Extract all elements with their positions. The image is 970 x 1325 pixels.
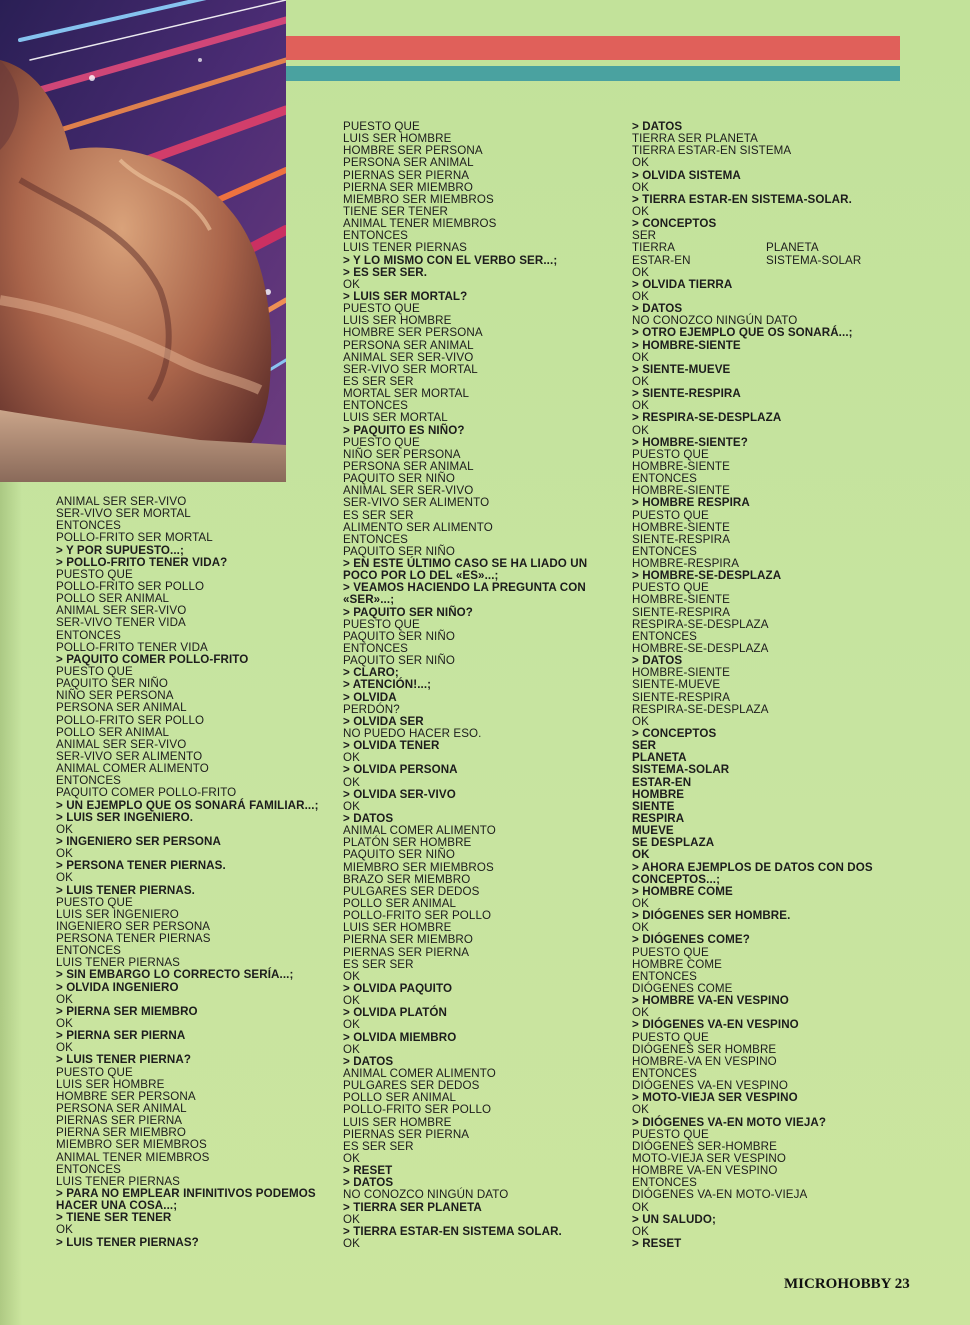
text-line: ALIMENTO SER ALIMENTO [343,520,493,534]
text-line: LUIS SER HOMBRE [343,921,452,935]
text-line: > HOMBRE-SIENTE? [632,435,748,449]
text-line: > HOMBRE-SIENTE [632,338,741,352]
text-line: POLLO SER ANIMAL [56,592,170,606]
text-line: LUIS TENER PIERNAS [343,241,467,255]
text-line: > OLVIDA TIERRA [632,277,733,291]
text-line: PULGARES SER DEDOS [343,884,480,898]
text-line: ANIMAL SER SER-VIVO [343,484,474,498]
text-line: NIÑO SER PERSONA [343,447,461,461]
text-line: > SIN EMBARGO LO CORRECTO SERÍA...; [56,968,294,982]
text-line: PIERNAS SER PIERNA [343,945,470,959]
text-line: PUESTO QUE [632,945,709,959]
text-line: PERSONA SER ANIMAL [343,338,474,352]
text-line: OK [56,847,73,861]
text-line: HACER UNA COSA...; [56,1199,178,1213]
text-line-cell: SISTEMA-SOLAR [766,253,862,267]
text-line: > DATOS [343,1054,394,1068]
text-line: DIÓGENES SER HOMBRE [632,1042,777,1056]
text-line: OK [632,289,649,303]
text-line: ENTONCES [343,642,409,656]
text-line: ENTONCES [343,399,409,413]
text-line: LUIS SER HOMBRE [343,1115,452,1129]
text-line: > OLVIDA PAQUITO [343,981,453,995]
text-line: ES SER SER [343,957,414,971]
text-line: PUESTO QUE [56,567,133,581]
text-line: OK [632,423,649,437]
text-line: OK [632,921,649,935]
text-line: SIENTE-RESPIRA [632,532,731,546]
text-line: > POLLO-FRITO TENER VIDA? [56,555,228,569]
text-line: OK [632,897,649,910]
text-line: > LUIS SER INGENIERO. [56,810,194,824]
text-line: > CONCEPTOS [632,217,717,231]
text-line: PIERNA SER MIEMBRO [343,933,473,947]
text-line: ANIMAL COMER ALIMENTO [343,824,496,838]
text-line: OK [343,1212,360,1226]
text-line: PERSONA TENER PIERNAS [56,932,211,946]
text-line: > EN ESTE ÚLTIMO CASO SE HA LIADO UN [343,557,588,571]
text-line: ENTONCES [632,1176,698,1190]
text-line: > DIÓGENES VA-EN MOTO VIEJA? [632,1115,827,1129]
text-line: HOMBRE COME [632,957,722,971]
text-line: TIENE SER TENER [343,204,449,218]
text-line: > LUIS TENER PIERNA? [56,1053,192,1067]
text-line: ENTONCES [632,472,698,486]
text-line: HOMBRE-SE-DESPLAZA [632,642,769,656]
text-line: HOMBRE-SIENTE [632,593,730,607]
text-line: > UN EJEMPLO QUE OS SONARÁ FAMILIAR...; [56,798,319,812]
text-line: > HOMBRE COME [632,884,733,898]
text-line: PUESTO QUE [343,120,420,133]
text-line: INGENIERO SER PERSONA [56,919,211,933]
text-line: PIERNAS SER PIERNA [56,1114,183,1128]
text-line: ENTONCES [56,774,122,788]
text-line: DIÓGENES VA-EN VESPINO [632,1079,788,1093]
text-line: «SER»...; [343,593,395,607]
text-line: > OLVIDA [343,690,397,704]
text-line: POLLO SER ANIMAL [343,897,457,910]
text-line: ANIMAL COMER ALIMENTO [343,1066,496,1080]
text-line: ANIMAL SER SER-VIVO [56,495,187,508]
text-line: > OLVIDA TENER [343,739,440,753]
text-line: ANIMAL COMER ALIMENTO [56,762,209,776]
text-line: HOMBRE-SIENTE [632,459,730,473]
text-line: HOMBRE SER PERSONA [343,326,483,340]
text-line: > OLVIDA MIEMBRO [343,1030,457,1044]
text-line: OK [56,822,73,836]
text-line: POLLO-FRITO SER POLLO [56,579,205,593]
text-line: OK [632,848,650,862]
text-line: > CLARO; [343,666,399,680]
text-line: PAQUITO SER NIÑO [343,848,455,862]
text-line: PAQUITO SER NIÑO [343,472,455,486]
text-line: PAQUITO SER NIÑO [56,677,168,691]
text-line: > INGENIERO SER PERSONA [56,834,221,848]
text-line: OK [632,1006,649,1020]
text-column-middle [343,121,608,1250]
text-line: SER [632,739,657,753]
text-line: > PARA NO EMPLEAR INFINITIVOS PODEMOS [56,1187,316,1201]
text-line: > DATOS [632,654,683,668]
text-line: ENTONCES [56,944,122,958]
text-line: POLLO SER ANIMAL [56,725,170,739]
text-line: HOMBRE SER PERSONA [343,144,483,158]
text-line: OK [632,1200,649,1214]
text-line: ENTONCES [343,532,409,546]
text-line: ES SER SER [343,374,414,388]
text-line: > PIERNA SER PIERNA [56,1029,186,1043]
text-line: > RESET [343,1164,393,1178]
text-line: PULGARES SER DEDOS [343,1079,480,1093]
text-line: ENTONCES [632,969,698,983]
decorative-red-stripe [286,36,900,60]
text-line: HOMBRE-SIENTE [632,520,730,534]
text-line: PIERNA SER MIEMBRO [343,180,473,194]
text-line: OK [343,277,360,291]
text-line-cell: PLANETA [766,241,819,255]
text-line: HOMBRE SER PERSONA [56,1089,196,1103]
text-line: BRAZO SER MIEMBRO [343,872,471,886]
text-line: MIEMBRO SER MIEMBROS [343,860,494,874]
magazine-name: MICROHOBBY [784,1276,891,1292]
text-line: RESPIRA-SE-DESPLAZA [632,617,769,631]
text-line: PAQUITO SER NIÑO [343,629,455,643]
text-line: OK [343,1236,360,1250]
text-line: PUESTO QUE [632,1030,709,1044]
text-line: > DIÓGENES COME? [632,933,750,947]
text-line: OK [56,1017,73,1031]
decorative-teal-stripe [286,66,900,81]
text-line: SE DESPLAZA [632,836,715,850]
page-footer [784,1276,910,1293]
text-line: PERDÓN? [343,702,400,716]
text-line: > MOTO-VIEJA SER VESPINO [632,1091,798,1105]
text-line: NO CONOZCO NINGÚN DATO [632,314,798,328]
text-line: POLLO-FRITO SER POLLO [343,1103,492,1117]
text-line: > RESET [632,1236,682,1250]
text-line: PIERNAS SER PIERNA [343,1127,470,1141]
text-line: > RESPIRA-SE-DESPLAZA [632,411,782,425]
text-line: PERSONA SER ANIMAL [56,1102,187,1116]
text-line: ANIMAL SER SER-VIVO [343,350,474,364]
text-line: OK [343,1042,360,1056]
text-line: OK [56,1223,73,1237]
text-line: ES SER SER [343,508,414,522]
text-line: > OLVIDA SER [343,714,424,728]
text-line: OK [343,1151,360,1165]
text-line: OK [56,1041,73,1055]
text-line: SER-VIVO SER MORTAL [343,362,478,376]
text-line: > HOMBRE VA-EN VESPINO [632,994,789,1008]
text-line: LUIS SER MORTAL [343,411,448,425]
text-line: > AHORA EJEMPLOS DE DATOS CON DOS [632,860,873,874]
text-line: SIENTE-RESPIRA [632,605,731,619]
text-line: LUIS SER HOMBRE [56,1077,165,1091]
text-line: PUESTO QUE [343,617,420,631]
text-line: PERSONA SER ANIMAL [343,156,474,170]
text-line: > SIENTE-RESPIRA [632,387,741,401]
text-line: PUESTO QUE [632,508,709,522]
text-line: OK [632,180,649,194]
text-line: OK [343,775,360,789]
text-line: HOMBRE [632,787,685,801]
text-line: OK [632,1224,649,1238]
text-line: HOMBRE-VA EN VESPINO [632,1054,777,1068]
text-line: > OLVIDA SER-VIVO [343,787,456,801]
text-line: PUESTO QUE [56,664,133,678]
text-line: ENTONCES [632,544,698,558]
text-line: ANIMAL SER SER-VIVO [56,737,187,751]
text-line: ENTONCES [56,628,122,642]
text-line: POLLO SER ANIMAL [343,1091,457,1105]
text-line: PAQUITO SER NIÑO [343,654,455,668]
text-line: LUIS TENER PIERNAS [56,956,180,970]
text-line: MIEMBRO SER MIEMBROS [343,192,494,206]
text-line: OK [632,714,649,728]
text-line: SER [632,229,657,243]
text-line: NO CONOZCO NINGÚN DATO [343,1188,509,1202]
text-line: OK [632,399,649,413]
text-line: OK [343,751,360,765]
text-line: OK [632,204,649,218]
text-line: ENTONCES [632,1066,698,1080]
text-line: HOMBRE VA-EN VESPINO [632,1164,778,1178]
text-line: > PAQUITO ES NIÑO? [343,423,465,437]
text-line: PERSONA SER ANIMAL [343,459,474,473]
text-line: HOMBRE-RESPIRA [632,557,740,571]
text-line: OK [632,1103,649,1117]
text-line: HOMBRE-SIENTE [632,666,730,680]
text-line: PAQUITO COMER POLLO-FRITO [56,786,237,800]
text-line: > ES SER SER. [343,265,428,279]
text-line: > TIERRA ESTAR-EN SISTEMA-SOLAR. [632,192,852,206]
text-line: > OLVIDA INGENIERO [56,980,179,994]
text-line: TIERRA ESTAR-EN SISTEMA [632,144,792,158]
text-line: OK [632,156,649,170]
text-line: POLLO-FRITO SER MORTAL [56,531,213,545]
text-line: ANIMAL TENER MIEMBROS [56,1150,210,1164]
text-line: PLANETA [632,751,687,765]
text-line: > LUIS TENER PIERNAS. [56,883,195,897]
text-line: OK [343,994,360,1008]
text-line: > DIÓGENES SER HOMBRE. [632,909,791,923]
text-line: NIÑO SER PERSONA [56,689,174,703]
text-line: OK [632,374,649,388]
text-line: > VEAMOS HACIENDO LA PREGUNTA CON [343,581,586,595]
text-line: ENTONCES [56,519,122,533]
text-line: > DATOS [632,120,683,133]
text-line: ES SER SER [343,1139,414,1153]
text-line: MOTO-VIEJA SER VESPINO [632,1151,787,1165]
text-line: DIÓGENES COME [632,981,733,995]
text-line: > TIENE SER TENER [56,1211,172,1225]
text-column-left [56,496,326,1249]
text-line: ANIMAL TENER MIEMBROS [343,217,497,231]
text-line: > CONCEPTOS [632,727,717,741]
text-line: > Y LO MISMO CON EL VERBO SER...; [343,253,558,267]
text-line: > ATENCIÓN!...; [343,678,432,692]
text-line: > OLVIDA PERSONA [343,763,458,777]
text-line: PUESTO QUE [632,1127,709,1141]
text-line: POLLO-FRITO SER POLLO [56,713,205,727]
text-column-right [632,121,932,1250]
text-line: OK [343,799,360,813]
text-line-pair [632,242,932,254]
text-line: PERSONA SER ANIMAL [56,701,187,715]
text-line: OK [632,265,649,279]
text-line: OK [56,871,73,885]
text-line: PUESTO QUE [632,581,709,595]
text-line: POLLO-FRITO SER POLLO [343,909,492,923]
text-line: > DATOS [343,812,394,826]
text-line: TIERRA SER PLANETA [632,132,758,146]
text-line: RESPIRA-SE-DESPLAZA [632,702,769,716]
text-line: PAQUITO SER NIÑO [343,544,455,558]
text-line: > HOMBRE RESPIRA [632,496,750,510]
text-line: PUESTO QUE [343,302,420,316]
text-line: PUESTO QUE [343,435,420,449]
text-line: PUESTO QUE [56,1065,133,1079]
text-line: > DATOS [632,302,683,316]
text-line: > LUIS SER MORTAL? [343,289,468,303]
text-line: PUESTO QUE [632,447,709,461]
text-line: SER-VIVO TENER VIDA [56,616,186,630]
text-line: OK [56,992,73,1006]
text-line: > TIERRA SER PLANETA [343,1200,482,1214]
text-line: LUIS SER HOMBRE [343,314,452,328]
thinker-figure-illustration [0,0,286,482]
text-line: LUIS SER HOMBRE [343,132,452,146]
text-line: > PAQUITO COMER POLLO-FRITO [56,652,249,666]
text-line: > HOMBRE-SE-DESPLAZA [632,569,782,583]
text-line: OK [343,969,360,983]
text-line: > OTRO EJEMPLO QUE OS SONARÁ...; [632,326,853,340]
text-line: ENTONCES [343,229,409,243]
text-line: DIÓGENES VA-EN MOTO-VIEJA [632,1188,808,1202]
text-line: OK [632,350,649,364]
text-line: > PAQUITO SER NIÑO? [343,605,473,619]
thinker-illustration [0,0,286,482]
text-line: RESPIRA [632,812,685,826]
text-line: ENTONCES [632,629,698,643]
text-line: CONCEPTOS...; [632,872,721,886]
text-line: ANIMAL SER SER-VIVO [56,604,187,618]
text-line: > OLVIDA SISTEMA [632,168,741,182]
text-line: PLATÓN SER HOMBRE [343,836,472,850]
text-line-cell: ESTAR-EN [632,253,691,267]
text-line: ENTONCES [56,1162,122,1176]
text-line-pair [632,255,932,267]
text-line: > LUIS TENER PIERNAS? [56,1235,199,1249]
text-line: MORTAL SER MORTAL [343,387,470,401]
text-line: SER-VIVO SER ALIMENTO [56,749,203,763]
text-line: POCO POR LO DEL «ES»...; [343,569,499,583]
text-line: MIEMBRO SER MIEMBROS [56,1138,207,1152]
text-line: SISTEMA-SOLAR [632,763,730,777]
text-line: > DIÓGENES VA-EN VESPINO [632,1018,799,1032]
text-line: PUESTO QUE [56,895,133,909]
page-number: 23 [894,1276,910,1292]
text-line-cell: TIERRA [632,241,676,255]
text-line: LUIS TENER PIERNAS [56,1174,180,1188]
text-line: PIERNA SER MIEMBRO [56,1126,186,1140]
text-line: LUIS SER INGENIERO [56,907,179,921]
text-line: ESTAR-EN [632,775,692,789]
text-line: SIENTE-RESPIRA [632,690,731,704]
text-line: > TIERRA ESTAR-EN SISTEMA SOLAR. [343,1224,562,1238]
text-line: HOMBRE-SIENTE [632,484,730,498]
text-line: > PIERNA SER MIEMBRO [56,1004,198,1018]
text-line: SER-VIVO SER MORTAL [56,507,191,521]
text-line: DIÓGENES SER-HOMBRE [632,1139,777,1153]
text-line: > OLVIDA PLATÓN [343,1006,448,1020]
text-line: > UN SALUDO; [632,1212,716,1226]
text-line: SER-VIVO SER ALIMENTO [343,496,490,510]
text-line: SIENTE-MUEVE [632,678,721,692]
text-line: > Y POR SUPUESTO...; [56,543,184,557]
text-line: > PERSONA TENER PIERNAS. [56,859,226,873]
text-line: > SIENTE-MUEVE [632,362,731,376]
text-line: PIERNAS SER PIERNA [343,168,470,182]
text-line: > DATOS [343,1176,394,1190]
text-line: NO PUEDO HACER ESO. [343,727,482,741]
text-line: SIENTE [632,799,675,813]
text-line: POLLO-FRITO TENER VIDA [56,640,208,654]
text-line: OK [343,1018,360,1032]
text-line: MUEVE [632,824,674,838]
